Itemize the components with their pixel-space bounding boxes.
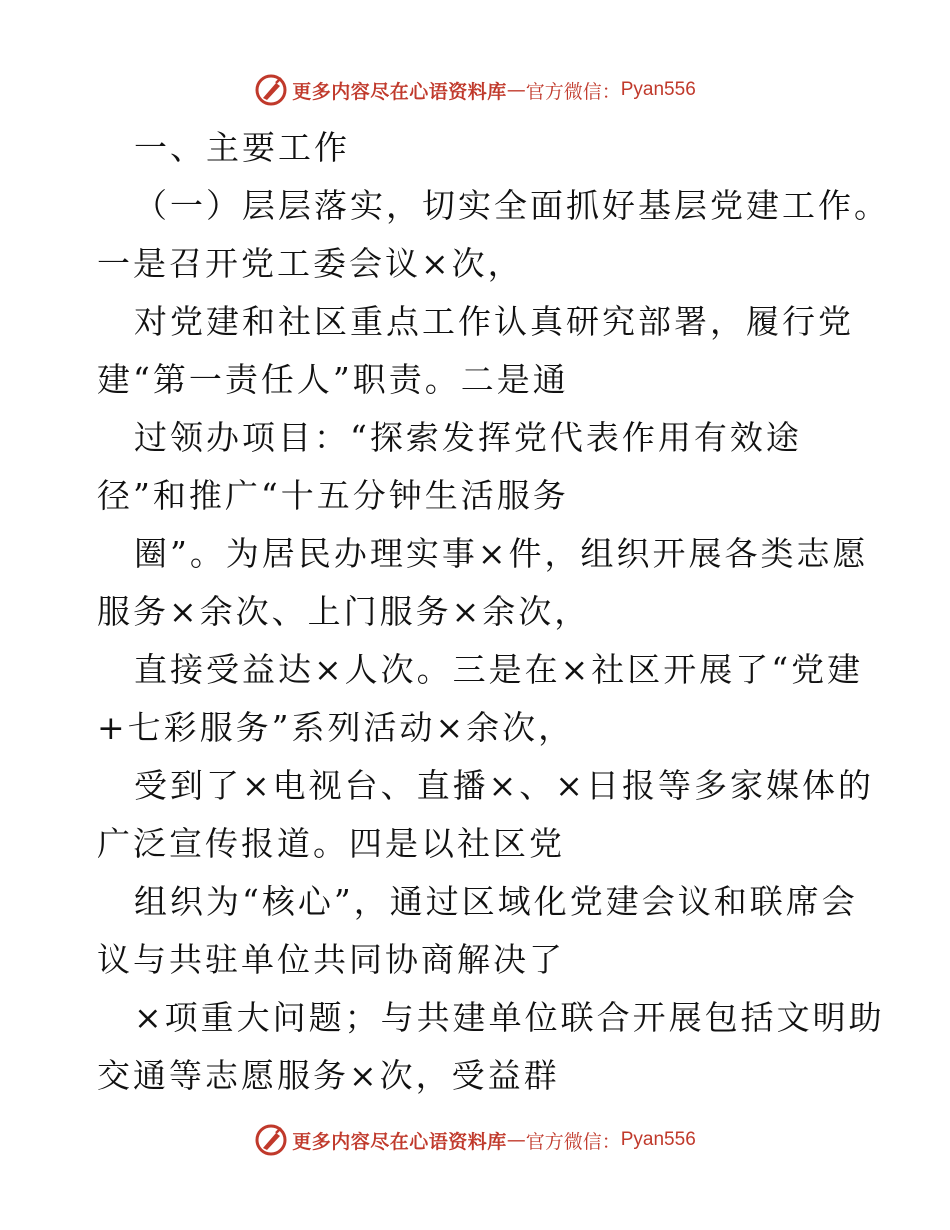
paragraph-line: 一是召开党工委会议×次， [97, 244, 524, 283]
site-name-text: 更多内容尽在心语资料库 [292, 80, 507, 103]
header-banner [0, 70, 950, 110]
paragraph-line: （一）层层落实，切实全面抓好基层党建工作。 [134, 186, 890, 225]
paragraph-line: 议与共驻单位共同协商解决了 [97, 940, 565, 979]
paragraph-line: 直接受益达×人次。三是在×社区开展了“党建 [134, 650, 864, 689]
quill-pen-logo-icon [254, 73, 288, 107]
footer-banner [0, 1120, 950, 1160]
wechat-label: 官方微信： [525, 80, 621, 103]
paragraph-line: +七彩服务”系列活动×余次， [97, 708, 575, 747]
paragraph-line: 对党建和社区重点工作认真研究部署，履行党 [134, 302, 854, 341]
paragraph-line: 建“第一责任人”职责。二是通 [97, 360, 569, 399]
separator-dash: — [506, 1129, 526, 1151]
wechat-label: 官方微信： [525, 1130, 621, 1153]
section-heading: 一、主要工作 [134, 128, 350, 167]
separator-dash: — [506, 79, 526, 101]
wechat-id: Pyan556 [620, 79, 696, 100]
paragraph-line: 服务×余次、上门服务×余次， [97, 592, 591, 631]
paragraph-line: 径”和推广“十五分钟生活服务 [97, 476, 569, 515]
paragraph-line: ×项重大问题；与共建单位联合开展包括文明助 [134, 998, 885, 1037]
paragraph-line: 交通等志愿服务×次，受益群 [97, 1056, 560, 1095]
paragraph-line: 过领办项目：“探索发挥党代表作用有效途 [134, 418, 802, 457]
quill-pen-logo-icon [254, 1123, 288, 1157]
paragraph-line: 圈”。为居民办理实事×件，组织开展各类志愿 [134, 534, 869, 573]
paragraph-line: 受到了×电视台、直播×、×日报等多家媒体的 [134, 766, 874, 805]
paragraph-line: 广泛宣传报道。四是以社区党 [97, 824, 565, 863]
paragraph-line: 组织为“核心”，通过区域化党建会议和联席会 [134, 882, 858, 921]
site-name-text: 更多内容尽在心语资料库 [292, 1130, 507, 1153]
wechat-id: Pyan556 [620, 1129, 696, 1150]
